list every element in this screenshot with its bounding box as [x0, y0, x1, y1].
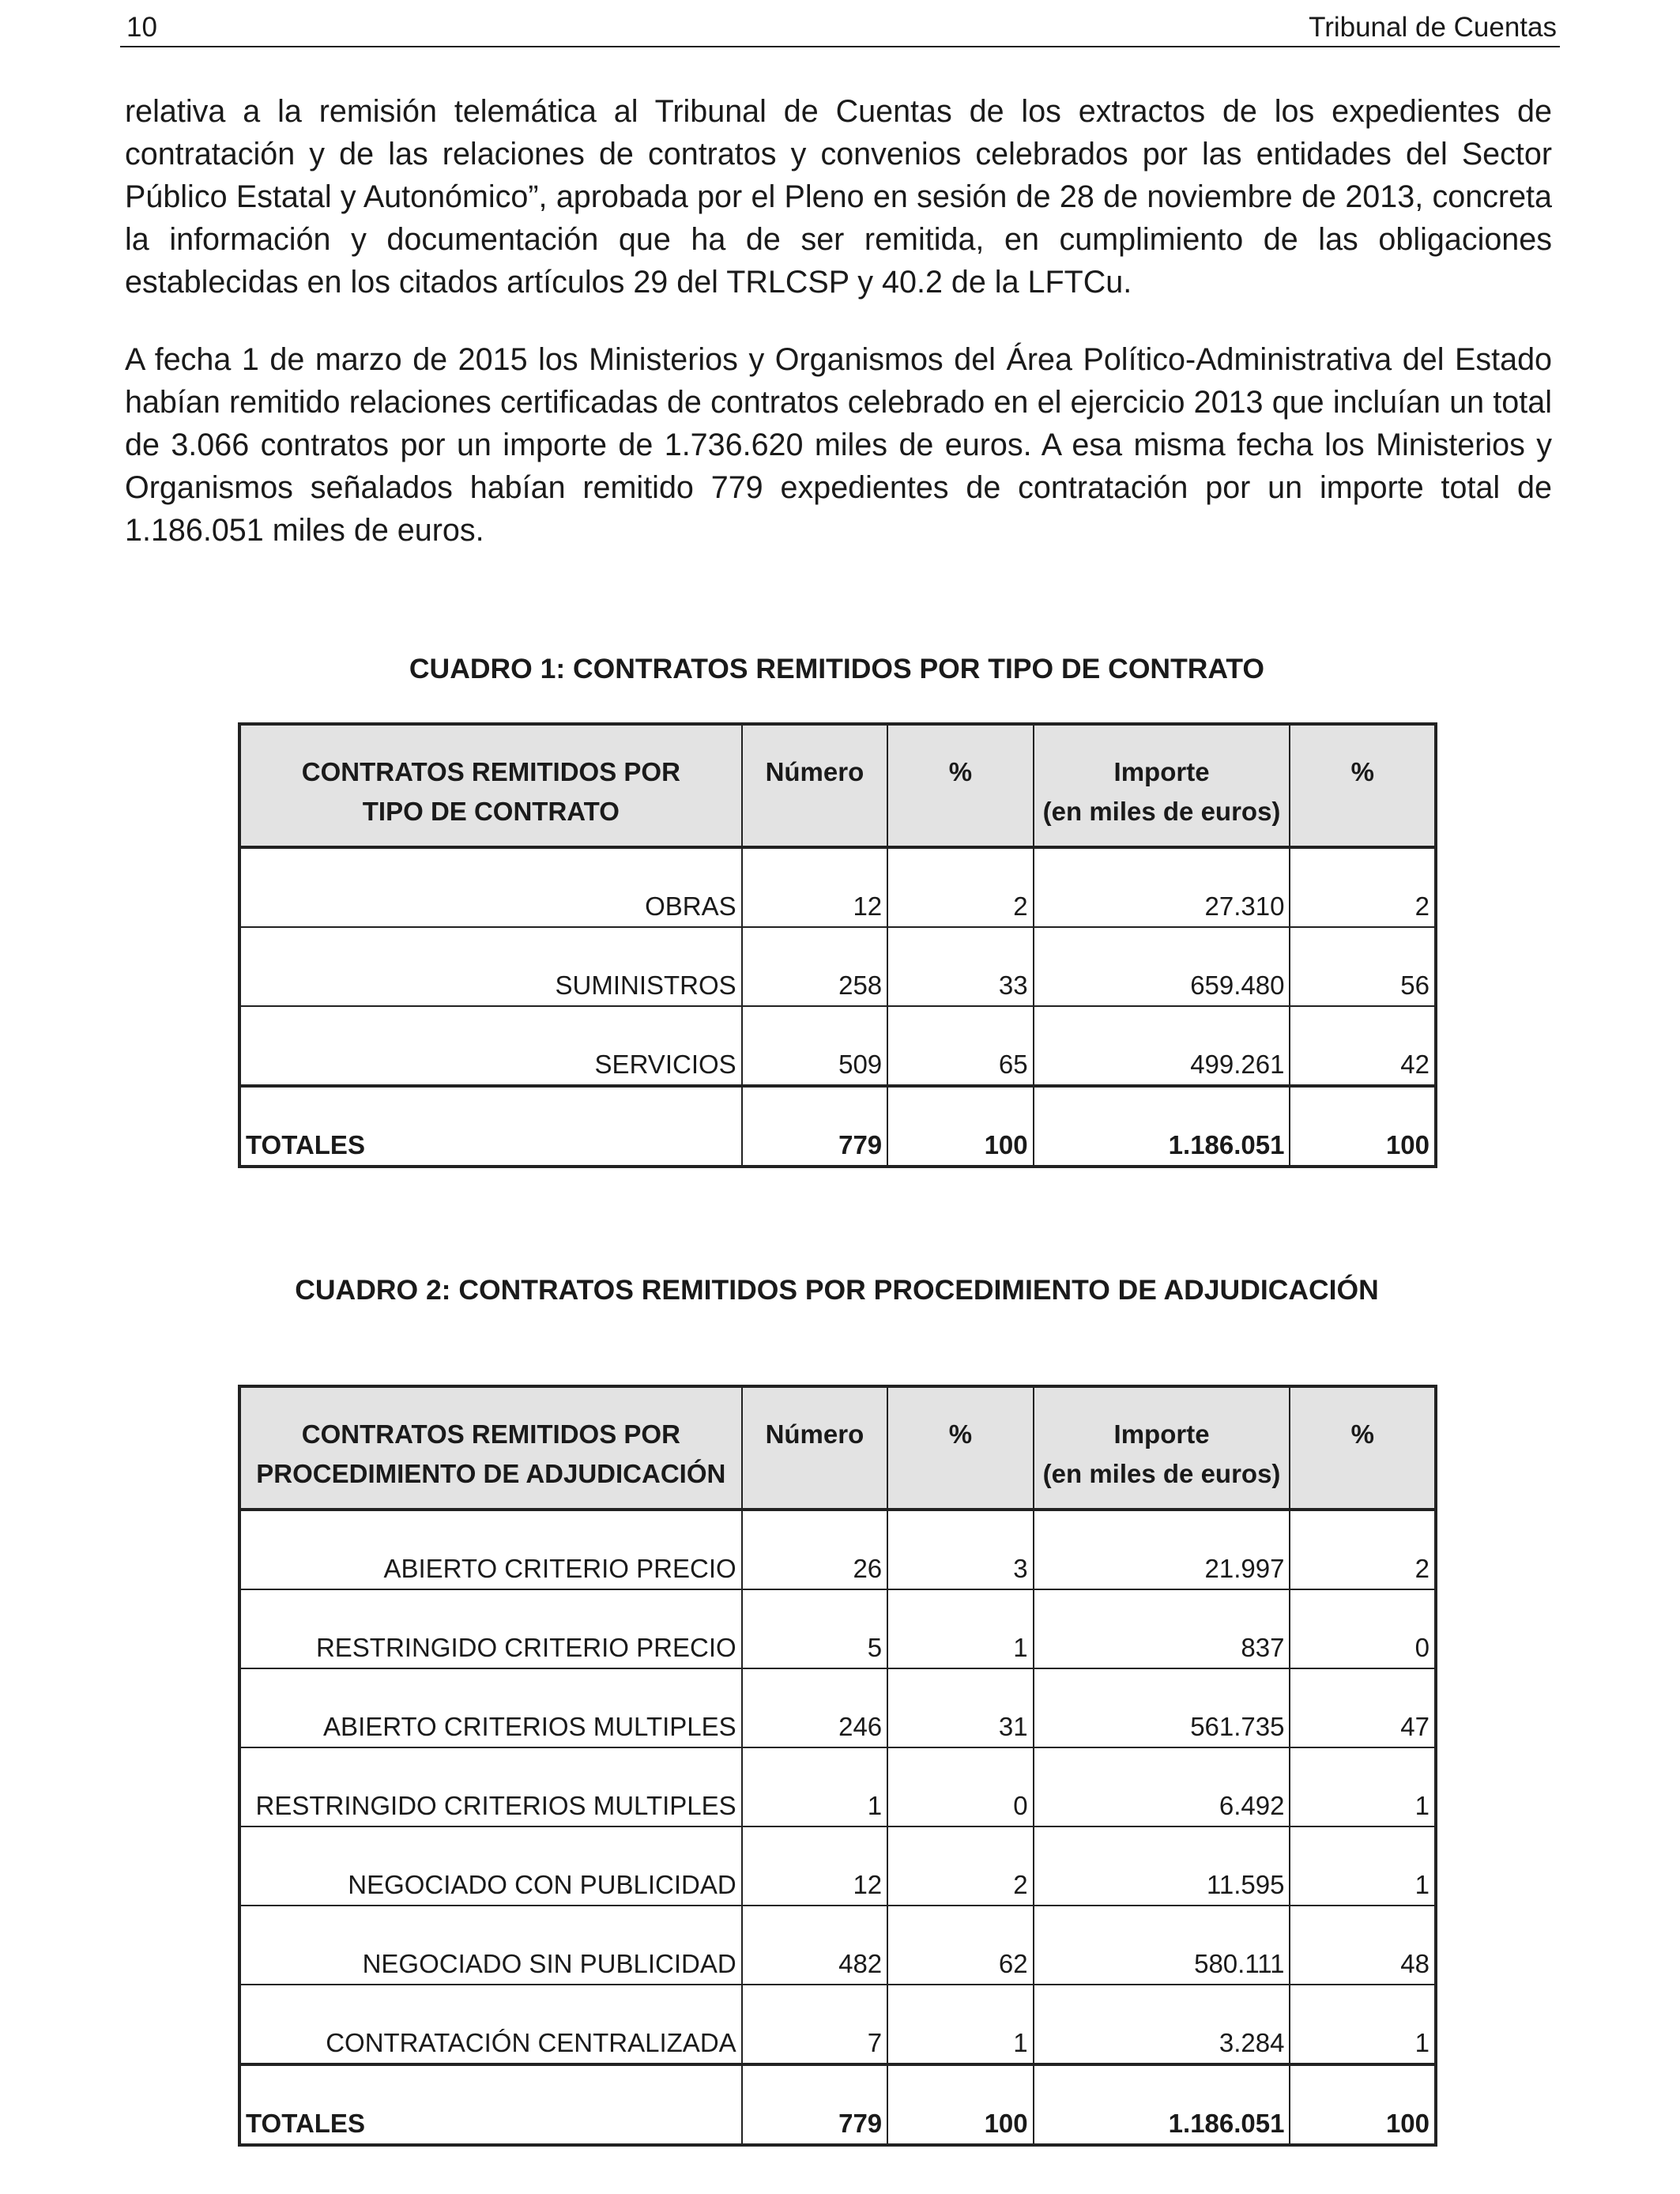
cell-numero: 5: [742, 1589, 887, 1668]
header-pct: %: [887, 724, 1033, 847]
table-header-row: [239, 724, 1436, 847]
cell-numero: 1: [742, 1747, 887, 1826]
header-importe-line1: Importe: [1113, 1419, 1210, 1449]
cell-pct2: 2: [1290, 1510, 1436, 1589]
cell-numero: 12: [742, 1826, 887, 1906]
total-pct1: 100: [887, 1086, 1033, 1167]
cell-importe: 3.284: [1034, 1985, 1290, 2064]
cell-importe: 11.595: [1034, 1826, 1290, 1906]
cell-pct2: 1: [1290, 1826, 1436, 1906]
cell-pct1: 2: [887, 847, 1033, 927]
cell-label: SERVICIOS: [239, 1006, 742, 1086]
total-importe: 1.186.051: [1034, 2064, 1290, 2145]
table-header-row: [239, 1386, 1436, 1510]
cell-importe: 580.111: [1034, 1906, 1290, 1985]
cell-pct1: 65: [887, 1006, 1033, 1086]
cell-pct1: 2: [887, 1826, 1033, 1906]
cell-numero: 7: [742, 1985, 887, 2064]
header-pct-importe: %: [1290, 724, 1436, 847]
cell-importe: 6.492: [1034, 1747, 1290, 1826]
cell-label: CONTRATACIÓN CENTRALIZADA: [239, 1985, 742, 2064]
cell-label: NEGOCIADO SIN PUBLICIDAD: [239, 1906, 742, 1985]
cell-pct1: 62: [887, 1906, 1033, 1985]
header-importe: [1034, 1386, 1290, 1510]
cell-label: OBRAS: [239, 847, 742, 927]
cell-pct2: 48: [1290, 1906, 1436, 1985]
table-body: [239, 1510, 1436, 2145]
cell-importe: 837: [1034, 1589, 1290, 1668]
cell-importe: 21.997: [1034, 1510, 1290, 1589]
header-importe-line2: (en miles de euros): [1042, 1459, 1281, 1488]
table-row: [239, 1006, 1436, 1086]
cell-label: ABIERTO CRITERIOS MULTIPLES: [239, 1668, 742, 1747]
header-pct: %: [887, 1386, 1033, 1510]
page-header: [125, 9, 1557, 46]
cell-importe: 561.735: [1034, 1668, 1290, 1747]
cell-pct2: 56: [1290, 927, 1436, 1006]
table-row: [239, 1985, 1436, 2064]
cell-numero: 509: [742, 1006, 887, 1086]
table-row: [239, 1747, 1436, 1826]
cell-label: ABIERTO CRITERIO PRECIO: [239, 1510, 742, 1589]
total-pct2: 100: [1290, 1086, 1436, 1167]
header-numero: Número: [742, 724, 887, 847]
cell-label: NEGOCIADO CON PUBLICIDAD: [239, 1826, 742, 1906]
cell-importe: 499.261: [1034, 1006, 1290, 1086]
header-divider: [120, 46, 1560, 47]
cell-pct2: 0: [1290, 1589, 1436, 1668]
header-pct-importe: %: [1290, 1386, 1436, 1510]
total-pct2: 100: [1290, 2064, 1436, 2145]
header-numero: Número: [742, 1386, 887, 1510]
total-numero: 779: [742, 2064, 887, 2145]
header-label: [239, 724, 742, 847]
header-organization: Tribunal de Cuentas: [1309, 12, 1557, 43]
table-1-caption: CUADRO 1: CONTRATOS REMITIDOS POR TIPO DE CONTRATO: [409, 653, 1265, 684]
table-contratos-por-procedimiento: [238, 1385, 1437, 2147]
totals-row: [239, 1086, 1436, 1167]
header-label: [239, 1386, 742, 1510]
table-row: [239, 1589, 1436, 1668]
cell-importe: 659.480: [1034, 927, 1290, 1006]
cell-numero: 246: [742, 1668, 887, 1747]
table-body: [239, 847, 1436, 1167]
cell-pct2: 1: [1290, 1747, 1436, 1826]
table-contratos-por-tipo: [238, 722, 1437, 1168]
cell-pct1: 1: [887, 1589, 1033, 1668]
cell-pct1: 31: [887, 1668, 1033, 1747]
cell-pct2: 1: [1290, 1985, 1436, 2064]
header-label-line1: CONTRATOS REMITIDOS POR: [301, 1419, 680, 1449]
paragraph-2: A fecha 1 de marzo de 2015 los Ministerios y Organismos del Área Político-Administrativa del Estado habían remitido relaciones certificadas de contratos celebrado en el ejercicio 2013 que incluían un total de 3.066 contratos por un importe de 1.736.620 miles de euros. A esa misma fecha los Ministerios y Organismos señalados habían remitido 779 expedientes de contratación por un importe total de 1.186.051 miles de euros.: [125, 342, 1552, 548]
header-importe: [1034, 724, 1290, 847]
header-importe-line2: (en miles de euros): [1042, 797, 1281, 826]
total-label: TOTALES: [239, 1086, 742, 1167]
table-row: [239, 1826, 1436, 1906]
paragraph-1: relativa a la remisión telemática al Tribunal de Cuentas de los extractos de los expedientes de contratación y de las relaciones de contratos y convenios celebrados por las entidades del Sector Público Estatal y Autonómico”, aprobada por el Pleno en sesión de 28 de noviembre de 2013, concreta la información y documentación que ha de ser remitida, en cumplimiento de las obligaciones establecidas en los citados artículos 29 del TRLCSP y 40.2 de la LFTCu.: [125, 94, 1552, 300]
cell-pct1: 1: [887, 1985, 1033, 2064]
cell-label: RESTRINGIDO CRITERIO PRECIO: [239, 1589, 742, 1668]
table-2-caption: CUADRO 2: CONTRATOS REMITIDOS POR PROCEDIMIENTO DE ADJUDICACIÓN: [295, 1274, 1379, 1306]
total-label: TOTALES: [239, 2064, 742, 2145]
cell-importe: 27.310: [1034, 847, 1290, 927]
total-importe: 1.186.051: [1034, 1086, 1290, 1167]
cell-pct1: 3: [887, 1510, 1033, 1589]
header-label-line2: PROCEDIMIENTO DE ADJUDICACIÓN: [256, 1459, 726, 1488]
table-row: [239, 1668, 1436, 1747]
cell-label: RESTRINGIDO CRITERIOS MULTIPLES: [239, 1747, 742, 1826]
page-number: 10: [126, 12, 157, 43]
cell-pct1: 33: [887, 927, 1033, 1006]
total-numero: 779: [742, 1086, 887, 1167]
header-importe-line1: Importe: [1113, 757, 1210, 786]
cell-pct1: 0: [887, 1747, 1033, 1826]
totals-row: [239, 2064, 1436, 2145]
cell-numero: 482: [742, 1906, 887, 1985]
cell-pct2: 2: [1290, 847, 1436, 927]
total-pct1: 100: [887, 2064, 1033, 2145]
cell-numero: 26: [742, 1510, 887, 1589]
cell-numero: 12: [742, 847, 887, 927]
cell-numero: 258: [742, 927, 887, 1006]
table-row: [239, 847, 1436, 927]
header-label-line1: CONTRATOS REMITIDOS POR: [301, 757, 680, 786]
table-row: [239, 927, 1436, 1006]
cell-pct2: 42: [1290, 1006, 1436, 1086]
table-row: [239, 1510, 1436, 1589]
table-row: [239, 1906, 1436, 1985]
header-label-line2: TIPO DE CONTRATO: [362, 797, 620, 826]
cell-pct2: 47: [1290, 1668, 1436, 1747]
cell-label: SUMINISTROS: [239, 927, 742, 1006]
